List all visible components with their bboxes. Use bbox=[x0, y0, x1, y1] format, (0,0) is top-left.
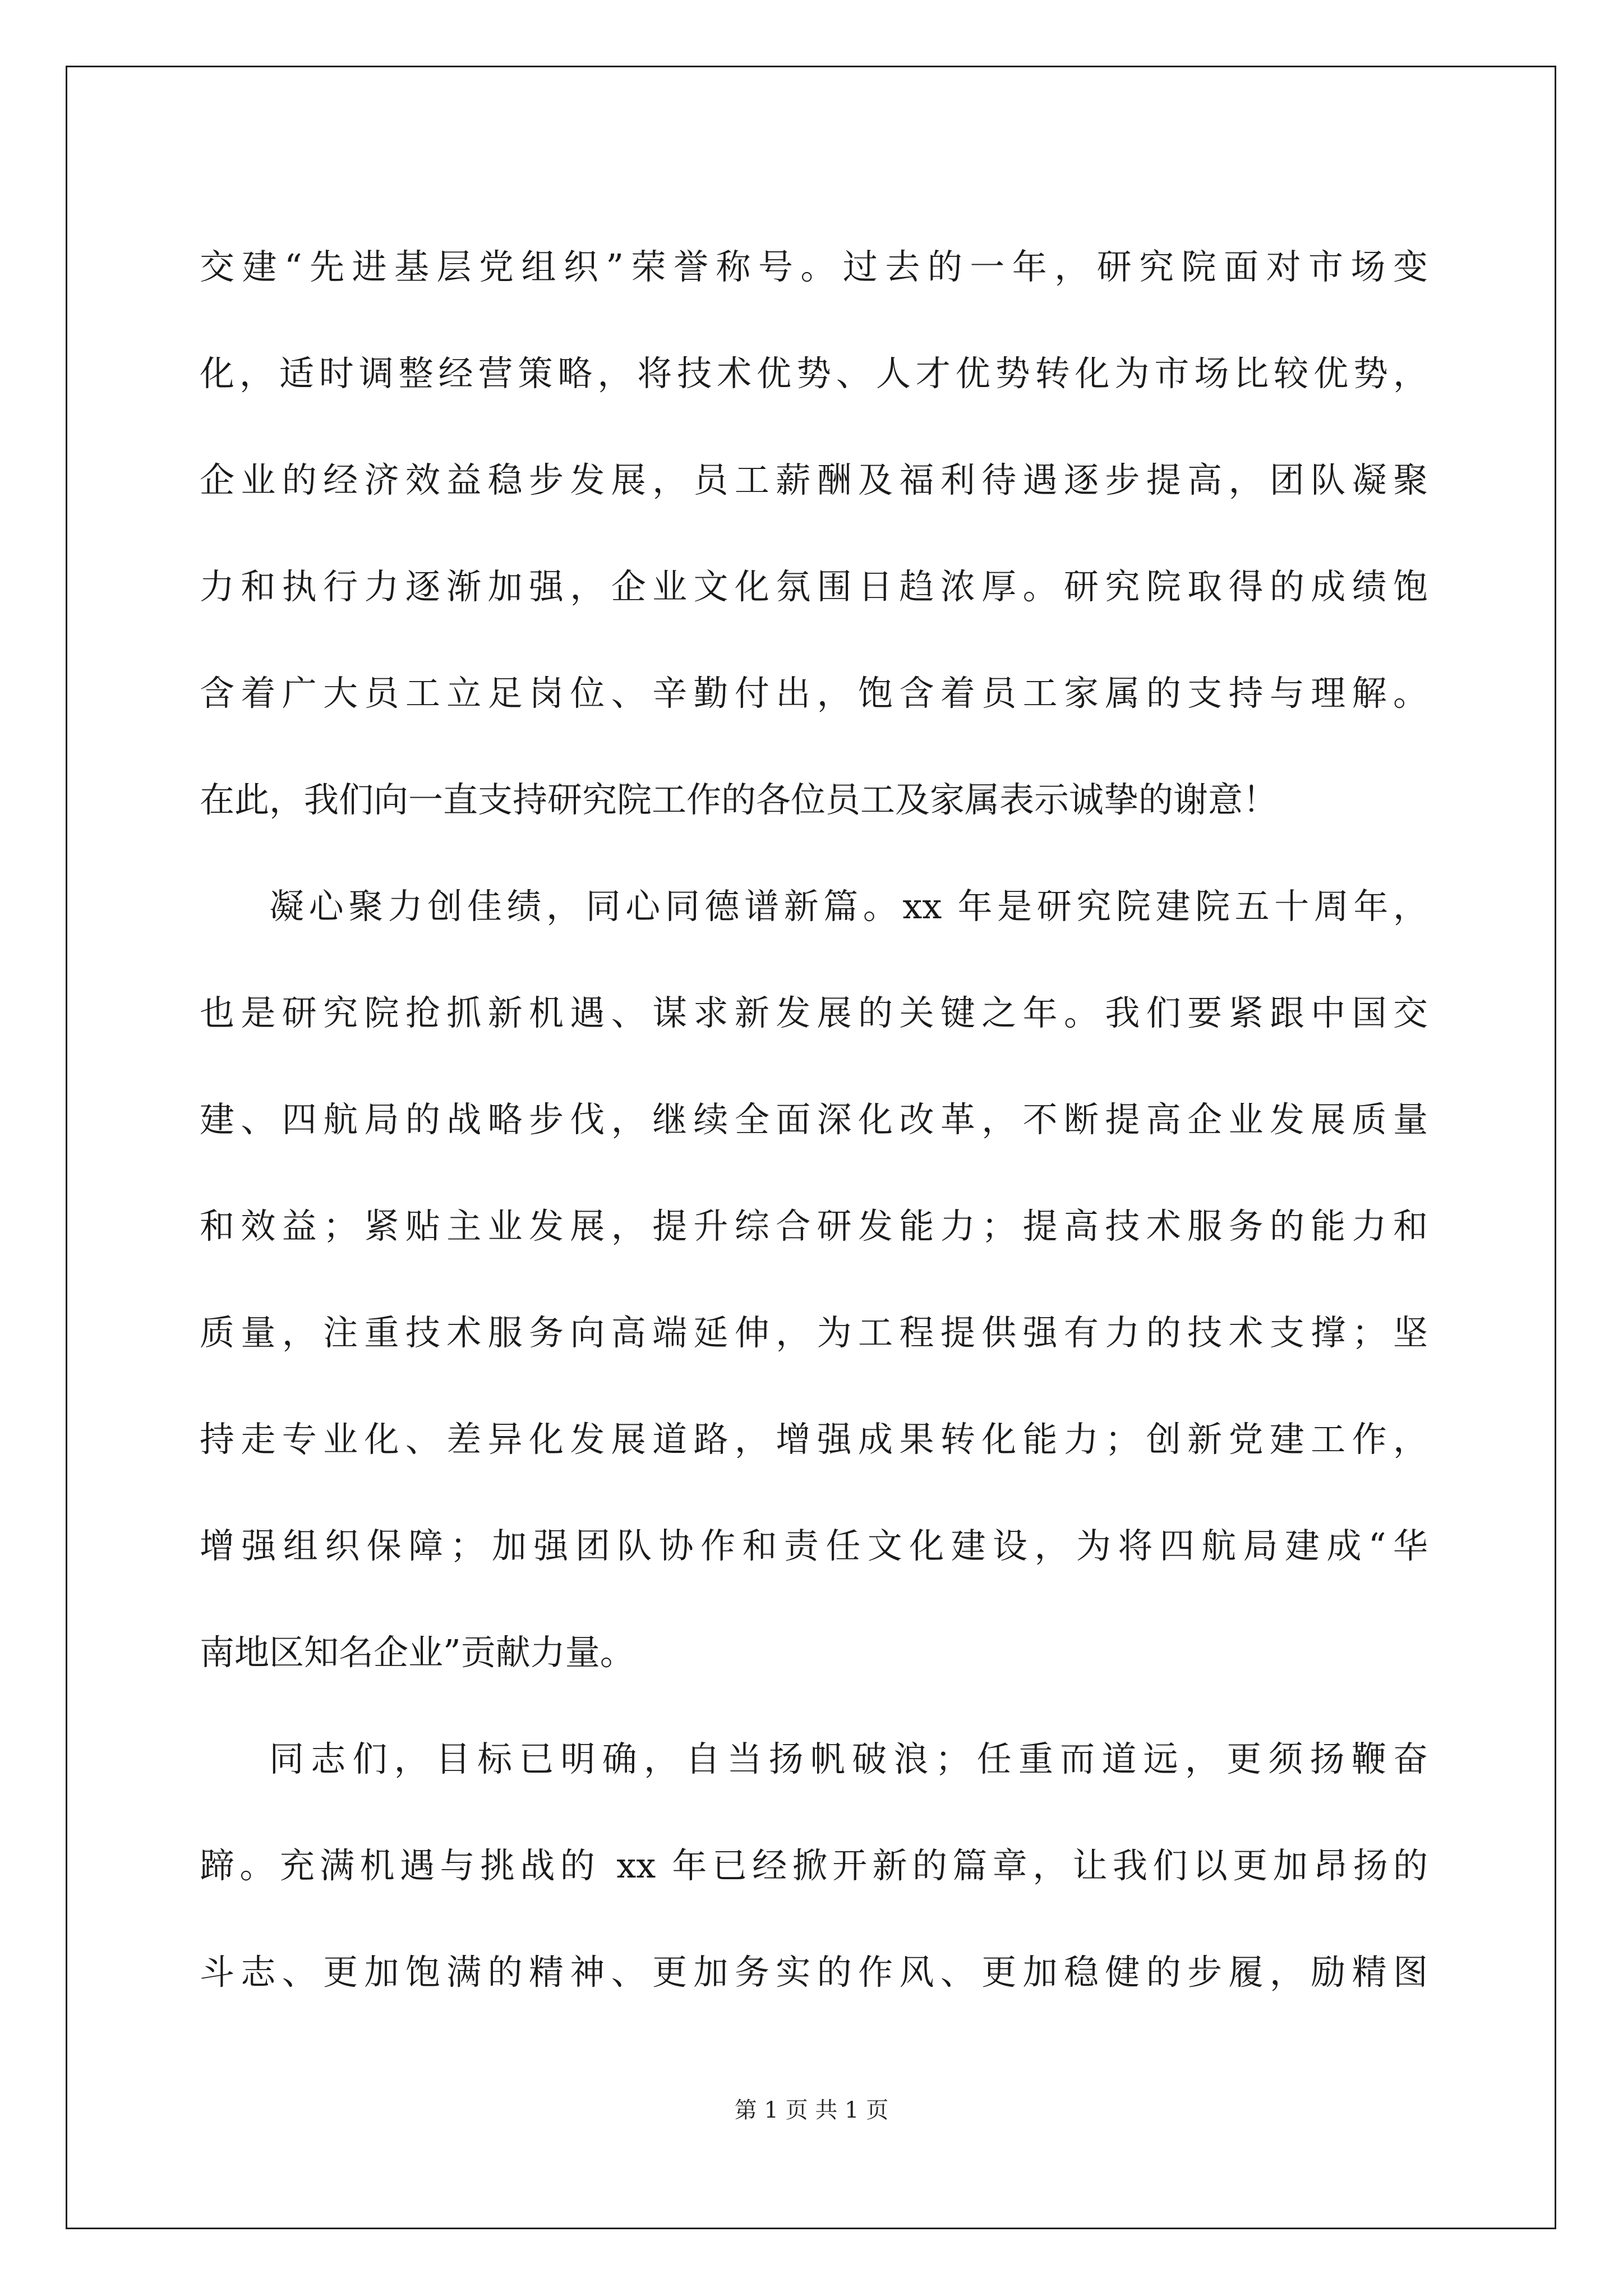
text-line: 力和执行力逐渐加强，企业文化氛围日趋浓厚。研究院取得的成绩饱 bbox=[200, 566, 1428, 607]
paragraph-start-line: 凝心聚力创佳绩，同心同德谱新篇。xx 年是研究院建院五十周年， bbox=[269, 886, 1428, 927]
text-line: 质量，注重技术服务向高端延伸，为工程提供强有力的技术支撑；坚 bbox=[200, 1312, 1428, 1353]
text-line: 建、四航局的战略步伐，继续全面深化改革，不断提高企业发展质量 bbox=[200, 1099, 1428, 1140]
text-line: 持走专业化、差异化发展道路，增强成果转化能力；创新党建工作， bbox=[200, 1419, 1428, 1460]
text-line: 和效益；紧贴主业发展，提升综合研发能力；提高技术服务的能力和 bbox=[200, 1205, 1428, 1246]
text-line: 南地区知名企业”贡献力量。 bbox=[200, 1632, 635, 1673]
text-line: 也是研究院抢抓新机遇、谋求新发展的关键之年。我们要紧跟中国交 bbox=[200, 992, 1428, 1033]
text-line: 化，适时调整经营策略，将技术优势、人才优势转化为市场比较优势， bbox=[200, 353, 1428, 394]
text-line: 蹄。充满机遇与挑战的 xx 年已经掀开新的篇章，让我们以更加昂扬的 bbox=[200, 1845, 1428, 1886]
page-footer: 第 1 页 共 1 页 bbox=[734, 2097, 889, 2123]
text-line: 企业的经济效益稳步发展，员工薪酬及福利待遇逐步提高，团队凝聚 bbox=[200, 459, 1428, 500]
text-line: 增强组织保障；加强团队协作和责任文化建设，为将四航局建成“华 bbox=[200, 1525, 1428, 1566]
text-line: 交建“先进基层党组织”荣誉称号。过去的一年，研究院面对市场变 bbox=[200, 246, 1428, 287]
paragraph-start-line: 同志们，目标已明确，自当扬帆破浪；任重而道远，更须扬鞭奋 bbox=[269, 1738, 1428, 1779]
text-line: 斗志、更加饱满的精神、更加务实的作风、更加稳健的步履，励精图 bbox=[200, 1952, 1428, 1993]
text-line: 含着广大员工立足岗位、辛勤付出，饱含着员工家属的支持与理解。 bbox=[200, 673, 1428, 714]
text-line: 在此，我们向一直支持研究院工作的各位员工及家属表示诚挚的谢意！ bbox=[200, 779, 1278, 820]
document-body bbox=[200, 214, 1428, 2026]
